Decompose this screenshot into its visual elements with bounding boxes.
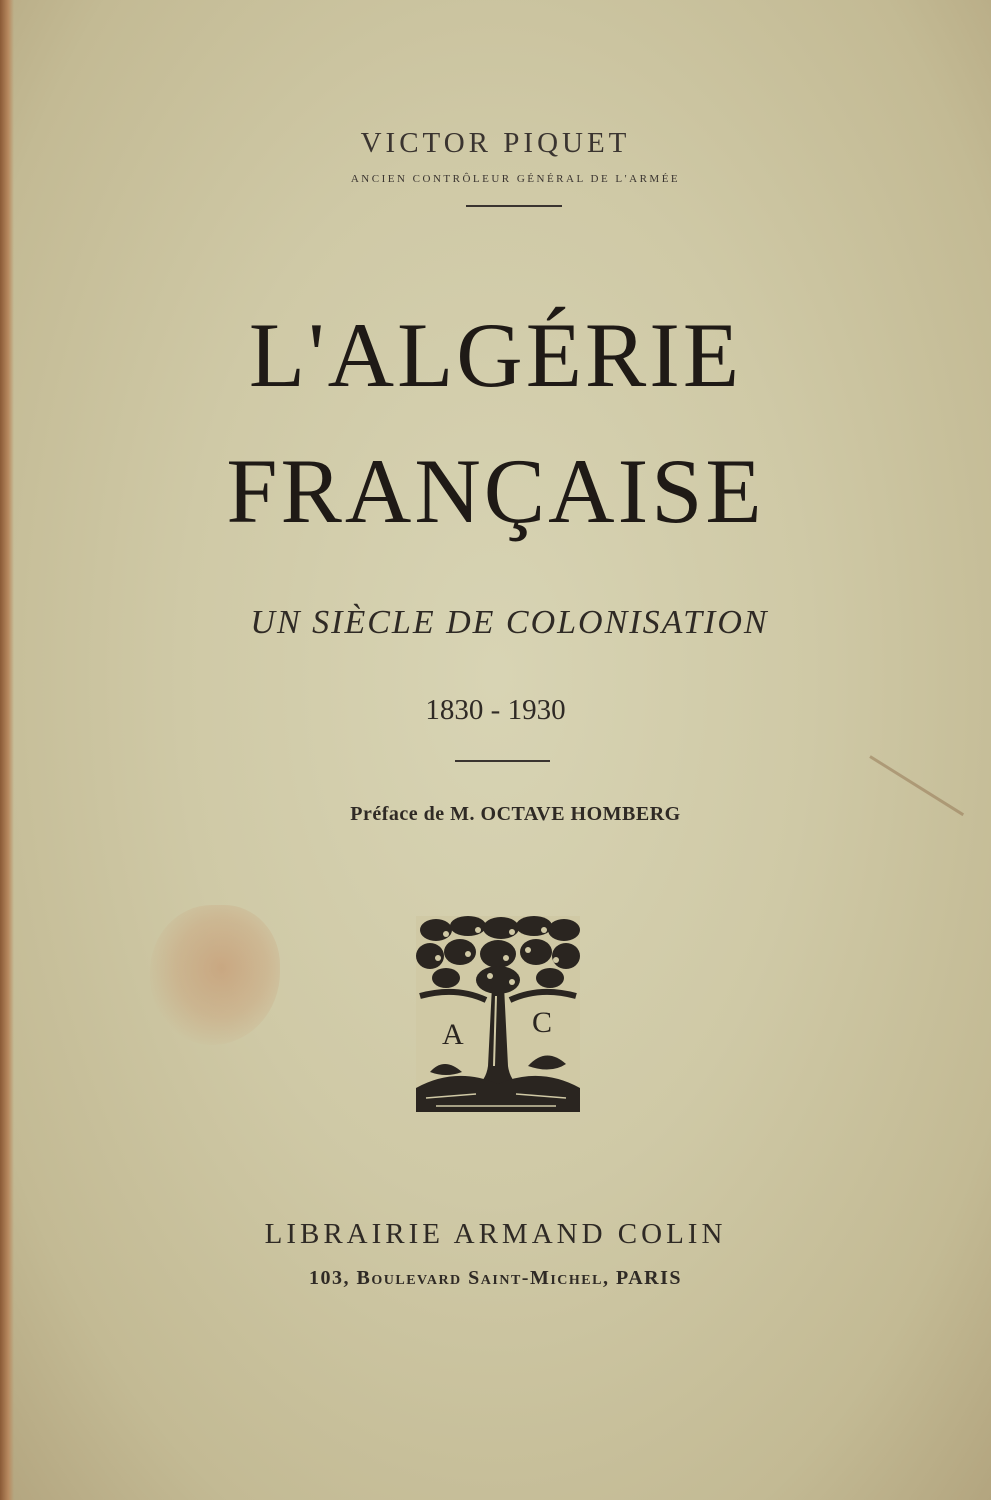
preface-credit: Préface de M. OCTAVE HOMBERG	[350, 803, 681, 825]
svg-text:A: A	[442, 1018, 464, 1051]
book-subtitle: UN SIÈCLE DE COLONISATION	[250, 604, 769, 641]
book-title-line-2: FRANÇAISE	[226, 440, 765, 542]
author-title: ANCIEN CONTRÔLEUR GÉNÉRAL DE L'ARMÉE	[350, 173, 681, 185]
svg-text:C: C	[532, 1006, 553, 1039]
author-name: VICTOR PIQUET	[360, 127, 631, 159]
book-title-line-1: L'ALGÉRIE	[248, 304, 743, 406]
divider-rule	[466, 205, 562, 207]
tree-emblem-icon	[416, 916, 580, 1112]
date-range: 1830 - 1930	[425, 694, 566, 726]
publisher-name: LIBRAIRIE ARMAND COLIN	[264, 1218, 727, 1250]
publisher-address: 103, Boulevard Saint-Michel, PARIS	[309, 1267, 682, 1289]
divider-rule	[455, 760, 550, 762]
paper-stain	[150, 905, 280, 1045]
